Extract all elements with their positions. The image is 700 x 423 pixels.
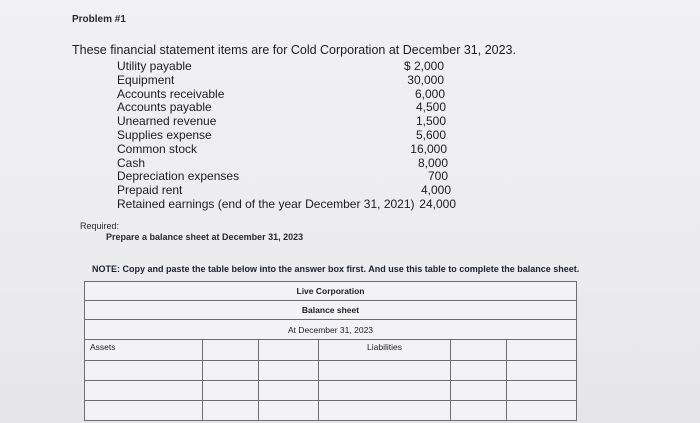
- item-label: Utility payable: [117, 59, 192, 73]
- table-cell[interactable]: [451, 381, 507, 401]
- table-cell[interactable]: [319, 381, 451, 401]
- financial-items-list: [117, 60, 467, 212]
- problem-intro: These financial statement items are for Cold Corporation at December 31, 2023.: [72, 43, 516, 57]
- table-cell[interactable]: [451, 361, 507, 381]
- item-value: 4,000: [420, 183, 451, 198]
- item-value: $ 2,000: [403, 59, 444, 73]
- table-cell[interactable]: [259, 401, 319, 421]
- table-cell[interactable]: [85, 381, 203, 401]
- table-cell[interactable]: [203, 340, 259, 361]
- item-label: Depreciation expenses: [117, 169, 240, 184]
- required-label: Required:: [80, 221, 120, 231]
- table-cell[interactable]: [451, 340, 507, 361]
- problem-title: Problem #1: [72, 14, 126, 25]
- table-cell[interactable]: [259, 340, 319, 361]
- table-cell[interactable]: [259, 361, 319, 381]
- item-row: [117, 184, 451, 198]
- table-cell[interactable]: [203, 381, 259, 401]
- statement-date-cell[interactable]: At December 31, 2023: [85, 320, 577, 340]
- item-value: 16,000: [410, 141, 447, 156]
- note-text: NOTE: Copy and paste the table below into the answer box first. And use this table to complete the balance sheet.: [92, 264, 580, 274]
- item-label: Prepaid rent: [117, 183, 183, 198]
- table-cell[interactable]: [85, 401, 203, 421]
- item-value: 5,600: [415, 127, 446, 142]
- item-value: 1,500: [415, 114, 446, 129]
- company-name-cell[interactable]: Live Corporation: [85, 282, 577, 301]
- item-value: 4,500: [415, 100, 446, 115]
- table-cell[interactable]: [203, 361, 259, 381]
- item-label: Common stock: [117, 141, 198, 156]
- table-cell[interactable]: [259, 381, 319, 401]
- table-cell[interactable]: [319, 361, 451, 381]
- item-label: Cash: [117, 155, 146, 170]
- item-row: [117, 115, 446, 129]
- item-row: [117, 88, 445, 102]
- table-cell[interactable]: [451, 401, 507, 421]
- table-cell[interactable]: [507, 361, 577, 381]
- required-task: Prepare a balance sheet at December 31, 2023: [106, 232, 304, 242]
- item-label: Retained earnings (end of the year December 31, 2021): [117, 196, 415, 211]
- table-cell[interactable]: [507, 401, 577, 421]
- balance-sheet-table: [84, 281, 577, 421]
- item-row: [117, 101, 446, 115]
- table-cell[interactable]: [85, 361, 203, 381]
- item-value: 8,000: [417, 155, 448, 170]
- item-row: [117, 157, 448, 171]
- item-value: 6,000: [414, 86, 445, 101]
- item-label: Supplies expense: [117, 127, 212, 142]
- item-row: [117, 129, 446, 143]
- item-value: 30,000: [407, 72, 444, 87]
- item-label: Accounts receivable: [117, 86, 225, 101]
- item-row: [117, 143, 447, 157]
- item-value: 24,000: [419, 196, 456, 211]
- liabilities-header-cell[interactable]: Liabilities: [319, 340, 451, 361]
- item-row: [117, 60, 444, 74]
- table-cell[interactable]: [319, 401, 451, 421]
- assets-header-cell[interactable]: Assets: [85, 340, 203, 361]
- item-label: Unearned revenue: [117, 114, 217, 129]
- table-cell[interactable]: [507, 340, 577, 361]
- item-row: [117, 170, 448, 184]
- item-label: Accounts payable: [117, 100, 212, 115]
- table-cell[interactable]: [507, 381, 577, 401]
- table-cell[interactable]: [203, 401, 259, 421]
- item-row: [117, 74, 444, 88]
- item-label: Equipment: [117, 72, 175, 87]
- item-value: 700: [427, 169, 448, 184]
- item-row: [117, 198, 456, 212]
- statement-name-cell[interactable]: Balance sheet: [85, 301, 577, 320]
